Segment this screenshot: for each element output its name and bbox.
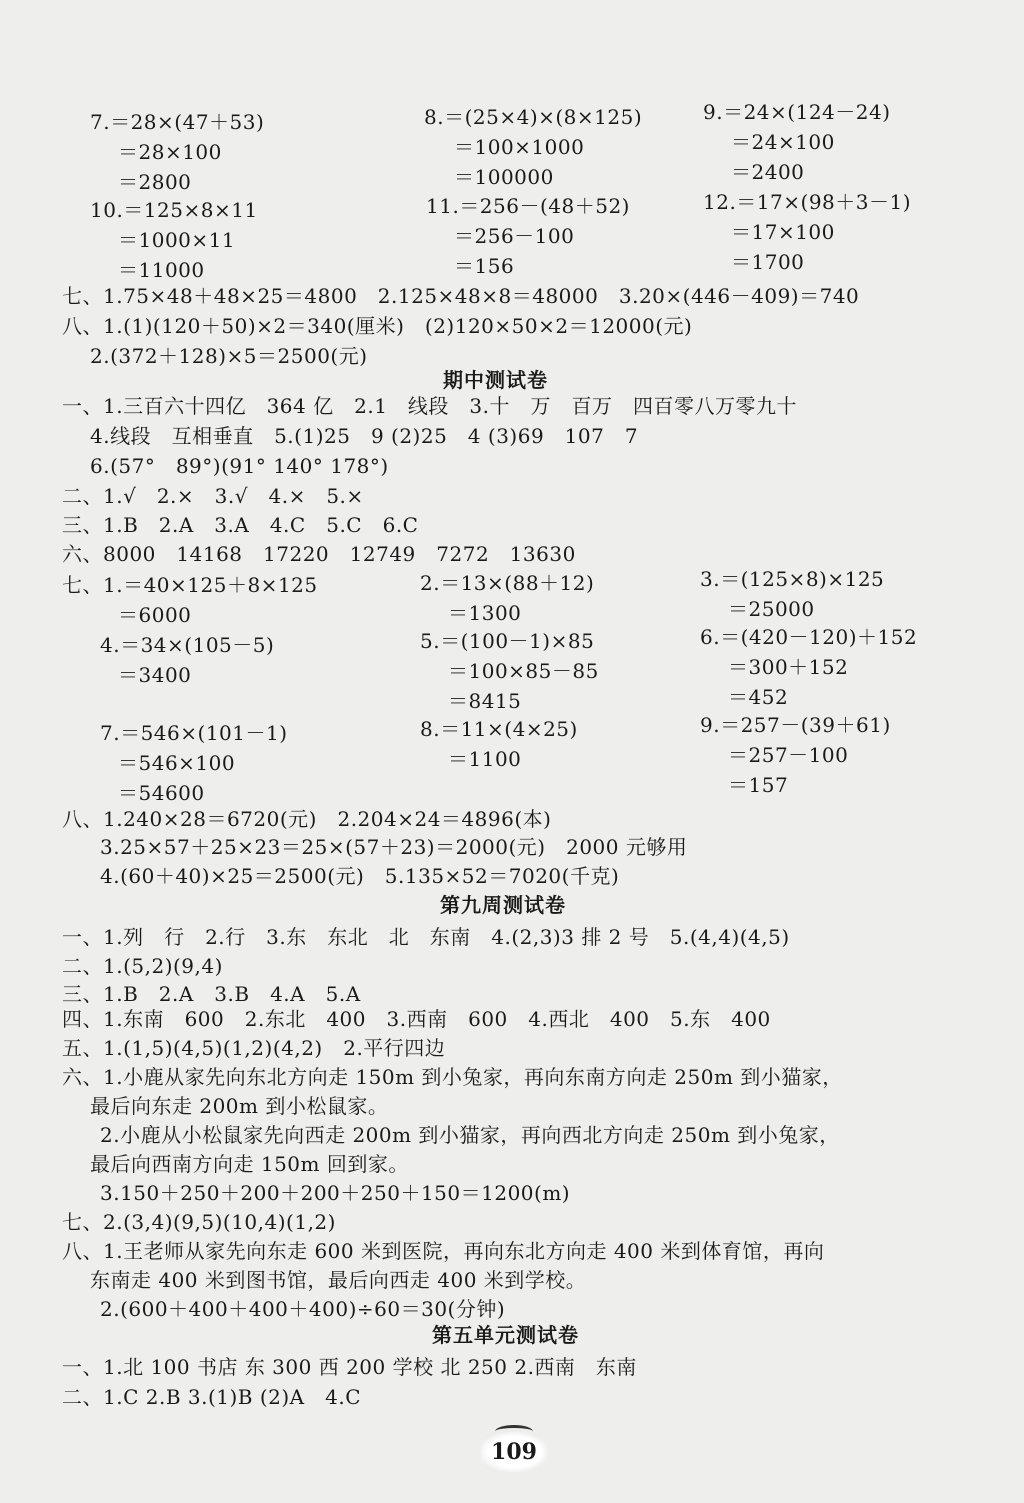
mid-q2-line2: ＝1300: [448, 601, 522, 625]
week9-line-6: 六、1.小鹿从家先向东北方向走 150m 到小兔家，再向东南方向走 250m 到小猫家，: [62, 1065, 843, 1089]
section1-ba-1: 八、1.(1)(120＋50)×2＝340(厘米) (2)120×50×2＝12000(元): [62, 314, 693, 338]
midterm-title: 期中测试卷: [443, 368, 548, 392]
week9-line-12: 八、1.王老师从家先向东走 600 米到医院，再向东北方向走 400 米到体育馆，再向: [62, 1239, 825, 1263]
q12-line2: ＝17×100: [731, 220, 835, 244]
week9-line-11: 七、2.(3,4)(9,5)(10,4)(1,2): [62, 1210, 336, 1234]
q12-line1: 12.＝17×(98＋3－1): [703, 190, 912, 214]
midterm-line-4: 二、1.√ 2.× 3.√ 4.× 5.×: [62, 484, 364, 508]
week9-line-9: 最后向西南方向走 150m 回到家。: [90, 1152, 409, 1176]
midterm-ba-1: 八、1.240×28＝6720(元) 2.204×24＝4896(本): [62, 807, 552, 831]
q11-line3: ＝156: [454, 254, 515, 278]
page-number: 109: [480, 1432, 548, 1472]
midterm-line-3: 6.(57° 89°)(91° 140° 178°): [90, 454, 389, 478]
unit5-title: 第五单元测试卷: [432, 1323, 579, 1347]
mid-q3-line2: ＝25000: [728, 597, 815, 621]
mid-q5-line1: 5.＝(100－1)×85: [420, 629, 595, 653]
q10-line1: 10.＝125×8×11: [90, 198, 258, 222]
q9-line1: 9.＝24×(124－24): [703, 100, 891, 124]
q8-line1: 8.＝(25×4)×(8×125): [424, 105, 643, 129]
midterm-line-1: 一、1.三百六十四亿 364 亿 2.1 线段 3.十 万 百万 四百零八万零九十: [62, 394, 798, 418]
q7-line3: ＝2800: [118, 170, 192, 194]
mid-q7-line2: ＝546×100: [118, 751, 236, 775]
mid-q4-line1: 4.＝34×(105－5): [100, 633, 275, 657]
week9-line-7: 最后向东走 200m 到小松鼠家。: [90, 1094, 389, 1118]
q10-line2: ＝1000×11: [118, 228, 236, 252]
week9-line-8: 2.小鹿从小松鼠家先向西走 200m 到小猫家，再向西北方向走 250m 到小兔家，: [100, 1123, 840, 1147]
section1-ba-2: 2.(372＋128)×5＝2500(元): [90, 344, 368, 368]
mid-q9-line2: ＝257－100: [728, 743, 849, 767]
mid-q9-line1: 9.＝257－(39＋61): [700, 713, 891, 737]
mid-q5-line3: ＝8415: [448, 689, 522, 713]
week9-line-10: 3.150＋250＋200＋200＋250＋150＝1200(m): [100, 1181, 571, 1205]
mid-q7-line1: 7.＝546×(101－1): [100, 721, 288, 745]
q9-line3: ＝2400: [731, 160, 805, 184]
week9-line-1: 一、1.列 行 2.行 3.东 东北 北 东南 4.(2,3)3 排 2 号 5.(4,4)(4,5): [62, 925, 790, 949]
q7-line2: ＝28×100: [118, 140, 222, 164]
week9-line-13: 东南走 400 米到图书馆，最后向西走 400 米到学校。: [90, 1268, 587, 1292]
mid-q2-line1: 2.＝13×(88＋12): [420, 571, 595, 595]
mid-q9-line3: ＝157: [728, 773, 789, 797]
mid-q4-line2: ＝3400: [118, 663, 192, 687]
midterm-line-6: 六、8000 14168 17220 12749 7272 13630: [62, 542, 576, 566]
week9-line-4: 四、1.东南 600 2.东北 400 3.西南 600 4.西北 400 5.东 400: [62, 1007, 771, 1031]
midterm-line-5: 三、1.B 2.A 3.A 4.C 5.C 6.C: [62, 513, 419, 537]
q11-line2: ＝256－100: [454, 224, 575, 248]
unit5-line-2: 二、1.C 2.B 3.(1)B (2)A 4.C: [62, 1385, 362, 1409]
week9-title: 第九周测试卷: [440, 893, 566, 917]
mid-q6-line2: ＝300＋152: [728, 655, 849, 679]
mid-q8-line1: 8.＝11×(4×25): [420, 717, 578, 741]
mid-q6-line1: 6.＝(420－120)＋152: [700, 625, 918, 649]
mid-q5-line2: ＝100×85－85: [448, 659, 599, 683]
week9-line-3: 三、1.B 2.A 3.B 4.A 5.A: [62, 982, 361, 1006]
week9-line-14: 2.(600＋400＋400＋400)÷60＝30(分钟): [100, 1297, 506, 1321]
week9-line-5: 五、1.(1,5)(4,5)(1,2)(4,2) 2.平行四边: [62, 1036, 446, 1060]
mid-q1-line1: 七、1.＝40×125＋8×125: [62, 573, 318, 597]
q8-line3: ＝100000: [454, 165, 554, 189]
unit5-line-1: 一、1.北 100 书店 东 300 西 200 学校 北 250 2.西南 东南: [62, 1355, 637, 1379]
q11-line1: 11.＝256－(48＋52): [426, 194, 630, 218]
mid-q8-line2: ＝1100: [448, 747, 522, 771]
midterm-line-2: 4.线段 互相垂直 5.(1)25 9 (2)25 4 (3)69 107 7: [90, 424, 639, 448]
week9-line-2: 二、1.(5,2)(9,4): [62, 954, 223, 978]
mid-q6-line3: ＝452: [728, 685, 789, 709]
mid-q3-line1: 3.＝(125×8)×125: [700, 567, 885, 591]
mid-q1-line2: ＝6000: [118, 603, 192, 627]
q8-line2: ＝100×1000: [454, 135, 585, 159]
midterm-ba-2: 3.25×57＋25×23＝25×(57＋23)＝2000(元) 2000 元够用: [100, 835, 688, 859]
q10-line3: ＝11000: [118, 258, 205, 282]
midterm-ba-3: 4.(60＋40)×25＝2500(元) 5.135×52＝7020(千克): [100, 864, 620, 888]
mid-q7-line3: ＝54600: [118, 781, 205, 805]
q12-line3: ＝1700: [731, 250, 805, 274]
q7-line1: 7.＝28×(47＋53): [90, 110, 265, 134]
q9-line2: ＝24×100: [731, 130, 835, 154]
section1-qi: 七、1.75×48＋48×25＝4800 2.125×48×8＝48000 3.20×(446－409)＝740: [62, 284, 860, 308]
